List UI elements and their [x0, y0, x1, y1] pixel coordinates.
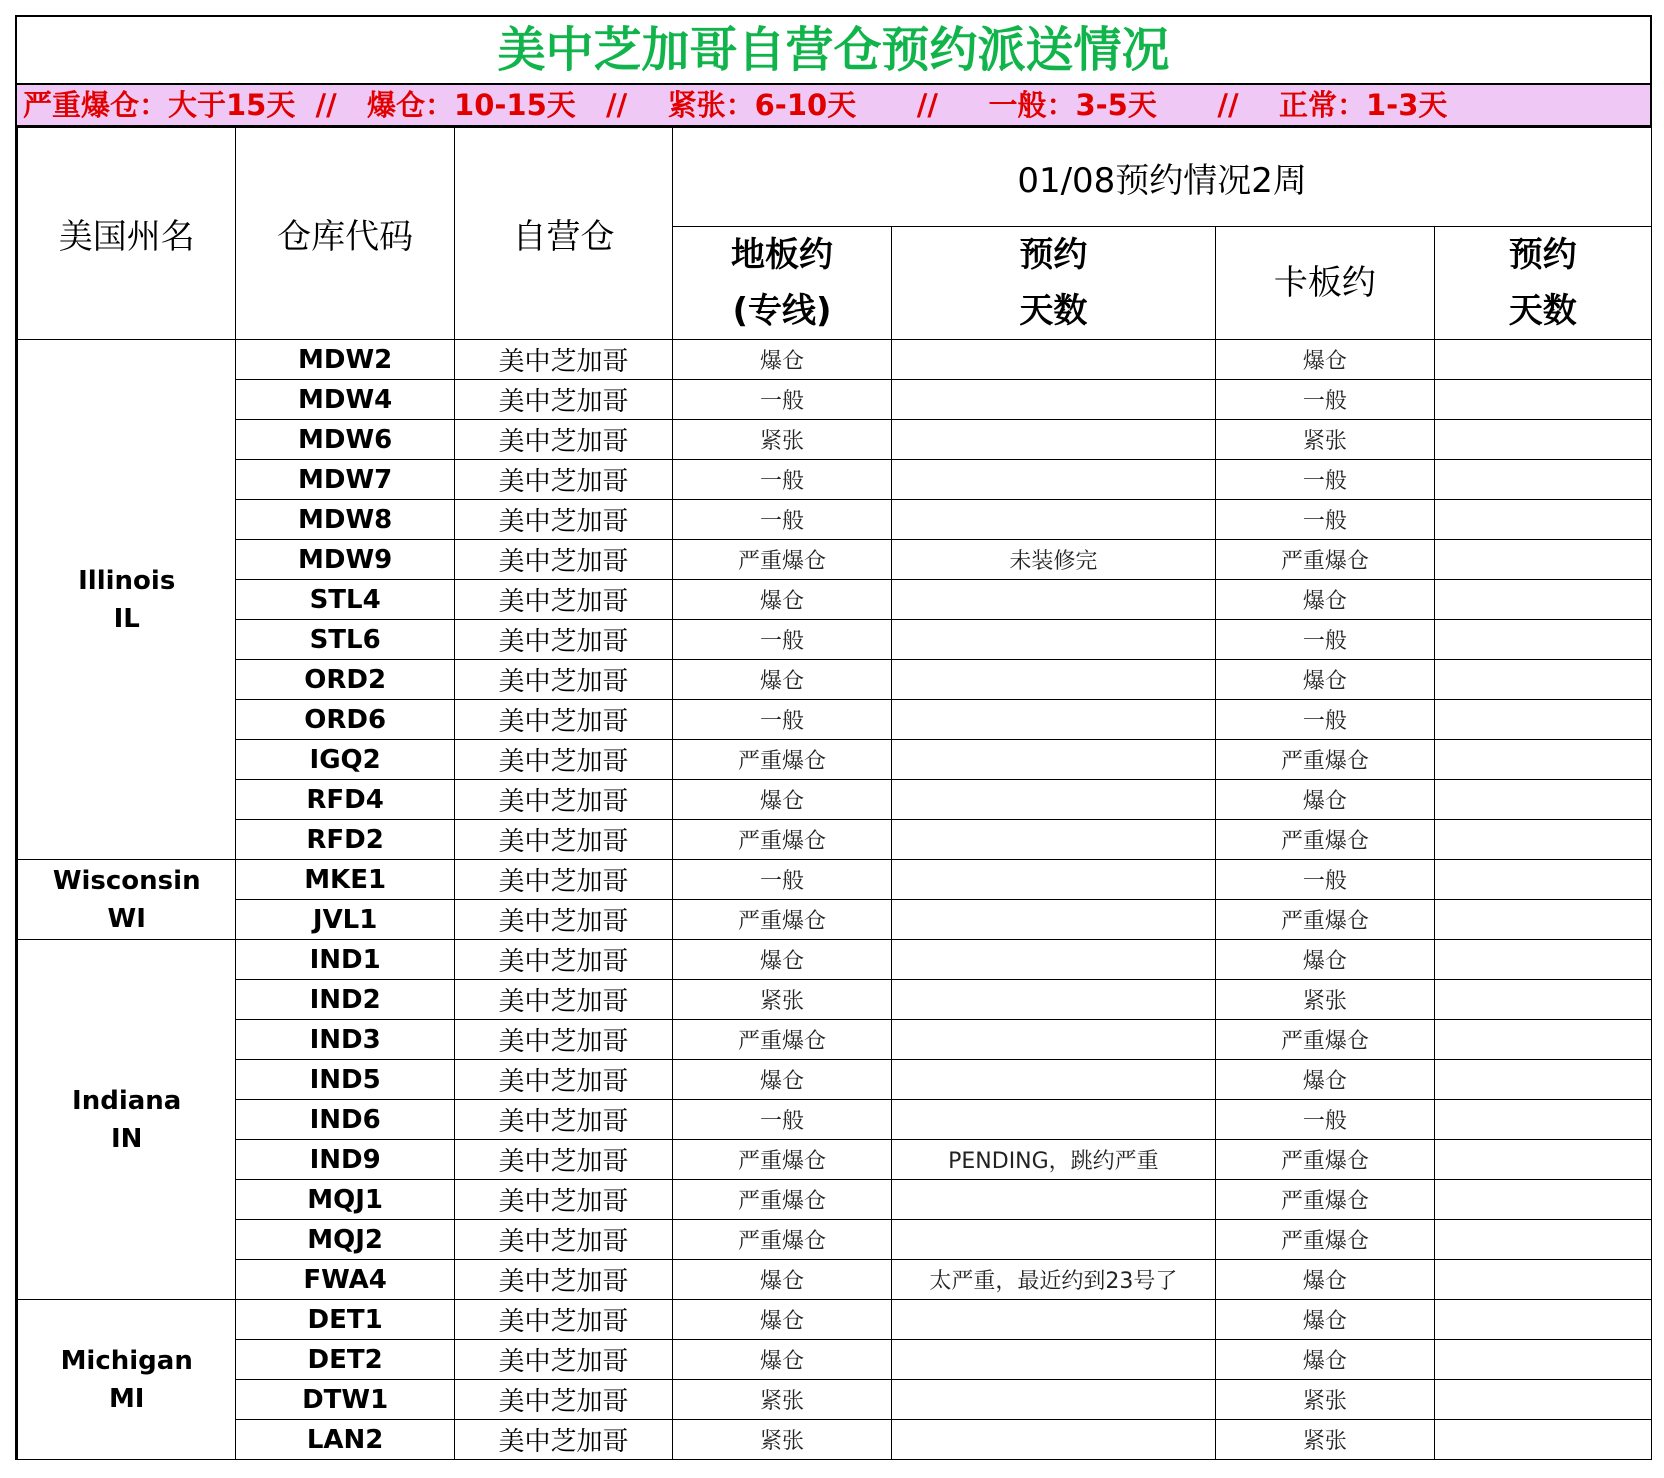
- header-state: 美国州名: [18, 128, 236, 340]
- pallet-days: [1434, 1220, 1651, 1260]
- floor-status: 爆仓: [673, 660, 891, 700]
- header-days-2: [1434, 227, 1651, 340]
- pallet-days: [1434, 740, 1651, 780]
- floor-status: 爆仓: [673, 580, 891, 620]
- state-cell: [18, 1300, 236, 1460]
- warehouse-code: IGQ2: [236, 740, 454, 780]
- state-name: Michigan: [60, 1345, 193, 1376]
- warehouse-code: DET2: [236, 1340, 454, 1380]
- pallet-status: 紧张: [1216, 1380, 1434, 1420]
- header-days-1: [891, 227, 1215, 340]
- state-abbr: WI: [107, 903, 146, 934]
- floor-days-note: [891, 980, 1215, 1020]
- pallet-status: 爆仓: [1216, 780, 1434, 820]
- floor-days-note: [891, 500, 1215, 540]
- warehouse-code: IND6: [236, 1100, 454, 1140]
- floor-status: 一般: [673, 1100, 891, 1140]
- floor-status: 爆仓: [673, 780, 891, 820]
- pallet-status: 严重爆仓: [1216, 1180, 1434, 1220]
- pallet-status: 一般: [1216, 380, 1434, 420]
- warehouse-code: ORD2: [236, 660, 454, 700]
- table-row: [18, 500, 1652, 540]
- warehouse-code: IND5: [236, 1060, 454, 1100]
- warehouse-name: 美中芝加哥: [454, 420, 672, 460]
- sheet-title: 美中芝加哥自营仓预约派送情况: [17, 17, 1652, 85]
- pallet-days: [1434, 860, 1651, 900]
- floor-status: 一般: [673, 500, 891, 540]
- table-row: [18, 1140, 1652, 1180]
- floor-status: 紧张: [673, 1380, 891, 1420]
- pallet-status: 紧张: [1216, 980, 1434, 1020]
- pallet-status: 一般: [1216, 460, 1434, 500]
- warehouse-name: 美中芝加哥: [454, 780, 672, 820]
- floor-status: 严重爆仓: [673, 1020, 891, 1060]
- warehouse-code: MDW6: [236, 420, 454, 460]
- warehouse-name: 美中芝加哥: [454, 340, 672, 380]
- pallet-days: [1434, 620, 1651, 660]
- state-cell: [18, 940, 236, 1300]
- floor-status: 严重爆仓: [673, 1220, 891, 1260]
- warehouse-name: 美中芝加哥: [454, 1140, 672, 1180]
- floor-status: 严重爆仓: [673, 900, 891, 940]
- pallet-days: [1434, 900, 1651, 940]
- pallet-status: 爆仓: [1216, 1340, 1434, 1380]
- state-cell: [18, 860, 236, 940]
- pallet-days: [1434, 660, 1651, 700]
- warehouse-name: 美中芝加哥: [454, 1220, 672, 1260]
- warehouse-code: MQJ2: [236, 1220, 454, 1260]
- floor-days-note: [891, 380, 1215, 420]
- floor-status: 爆仓: [673, 1260, 891, 1300]
- warehouse-code: MQJ1: [236, 1180, 454, 1220]
- warehouse-name: 美中芝加哥: [454, 980, 672, 1020]
- state-abbr: MI: [108, 1383, 145, 1414]
- state-name: Wisconsin: [52, 865, 201, 896]
- warehouse-name: 美中芝加哥: [454, 1420, 672, 1460]
- floor-status: 紧张: [673, 980, 891, 1020]
- floor-days-note: [891, 940, 1215, 980]
- floor-days-note: [891, 420, 1215, 460]
- booking-table: [17, 127, 1652, 1460]
- pallet-days: [1434, 500, 1651, 540]
- state-name: Illinois: [78, 565, 176, 596]
- pallet-days: [1434, 780, 1651, 820]
- warehouse-code: RFD2: [236, 820, 454, 860]
- warehouse-name: 美中芝加哥: [454, 740, 672, 780]
- pallet-status: 爆仓: [1216, 1260, 1434, 1300]
- pallet-days: [1434, 940, 1651, 980]
- pallet-days: [1434, 340, 1651, 380]
- pallet-days: [1434, 1340, 1651, 1380]
- pallet-status: 爆仓: [1216, 340, 1434, 380]
- warehouse-name: 美中芝加哥: [454, 940, 672, 980]
- table-row: [18, 660, 1652, 700]
- floor-days-note: [891, 580, 1215, 620]
- warehouse-code: IND9: [236, 1140, 454, 1180]
- floor-status: 严重爆仓: [673, 540, 891, 580]
- warehouse-code: MDW2: [236, 340, 454, 380]
- warehouse-name: 美中芝加哥: [454, 380, 672, 420]
- warehouse-code: STL6: [236, 620, 454, 660]
- warehouse-name: 美中芝加哥: [454, 1020, 672, 1060]
- status-legend: 严重爆仓：大于15天 // 爆仓：10-15天 // 紧张：6-10天 // 一般：3-5天 // 正常：1-3天: [17, 85, 1652, 127]
- floor-days-note: [891, 460, 1215, 500]
- floor-status: 一般: [673, 380, 891, 420]
- warehouse-name: 美中芝加哥: [454, 460, 672, 500]
- warehouse-code: FWA4: [236, 1260, 454, 1300]
- table-row: [18, 820, 1652, 860]
- header-warehouse: 自营仓: [454, 128, 672, 340]
- table-row: [18, 1260, 1652, 1300]
- table-body: [18, 340, 1652, 1460]
- floor-days-note: [891, 780, 1215, 820]
- floor-status: 紧张: [673, 1420, 891, 1460]
- pallet-days: [1434, 460, 1651, 500]
- warehouse-code: MDW4: [236, 380, 454, 420]
- pallet-days: [1434, 1380, 1651, 1420]
- pallet-status: 紧张: [1216, 420, 1434, 460]
- floor-days-note: [891, 1020, 1215, 1060]
- floor-days-note: [891, 860, 1215, 900]
- floor-status: 一般: [673, 860, 891, 900]
- floor-days-note: [891, 620, 1215, 660]
- floor-status: 爆仓: [673, 340, 891, 380]
- pallet-days: [1434, 1420, 1651, 1460]
- pallet-status: 一般: [1216, 500, 1434, 540]
- header-code: 仓库代码: [236, 128, 454, 340]
- state-abbr: IN: [110, 1123, 143, 1154]
- table-row: [18, 980, 1652, 1020]
- warehouse-code: LAN2: [236, 1420, 454, 1460]
- pallet-status: 一般: [1216, 1100, 1434, 1140]
- table-row: [18, 620, 1652, 660]
- warehouse-name: 美中芝加哥: [454, 1100, 672, 1140]
- floor-status: 一般: [673, 460, 891, 500]
- pallet-status: 严重爆仓: [1216, 1020, 1434, 1060]
- floor-days-note: PENDING，跳约严重: [891, 1140, 1215, 1180]
- warehouse-code: JVL1: [236, 900, 454, 940]
- warehouse-name: 美中芝加哥: [454, 860, 672, 900]
- floor-days-note: [891, 1300, 1215, 1340]
- warehouse-name: 美中芝加哥: [454, 620, 672, 660]
- pallet-days: [1434, 580, 1651, 620]
- table-row: [18, 780, 1652, 820]
- pallet-days: [1434, 820, 1651, 860]
- table-row: [18, 1020, 1652, 1060]
- table-row: [18, 460, 1652, 500]
- warehouse-name: 美中芝加哥: [454, 580, 672, 620]
- table-row: [18, 1060, 1652, 1100]
- floor-days-note: [891, 820, 1215, 860]
- pallet-status: 严重爆仓: [1216, 740, 1434, 780]
- table-row: [18, 1420, 1652, 1460]
- state-name: Indiana: [72, 1085, 182, 1116]
- warehouse-name: 美中芝加哥: [454, 1380, 672, 1420]
- table-row: [18, 700, 1652, 740]
- table-row: [18, 860, 1652, 900]
- floor-days-note: [891, 1100, 1215, 1140]
- header-floor-line1: 地板约: [730, 235, 833, 275]
- floor-status: 爆仓: [673, 1340, 891, 1380]
- warehouse-code: IND3: [236, 1020, 454, 1060]
- pallet-days: [1434, 1060, 1651, 1100]
- floor-days-note: 未装修完: [891, 540, 1215, 580]
- floor-status: 严重爆仓: [673, 1180, 891, 1220]
- pallet-status: 一般: [1216, 860, 1434, 900]
- pallet-status: 严重爆仓: [1216, 1140, 1434, 1180]
- warehouse-name: 美中芝加哥: [454, 900, 672, 940]
- table-row: [18, 1100, 1652, 1140]
- warehouse-name: 美中芝加哥: [454, 1300, 672, 1340]
- pallet-status: 爆仓: [1216, 580, 1434, 620]
- table-row: [18, 340, 1652, 380]
- floor-status: 一般: [673, 620, 891, 660]
- warehouse-name: 美中芝加哥: [454, 820, 672, 860]
- table-row: [18, 1340, 1652, 1380]
- header-days-1-line1: 预约: [1019, 235, 1088, 275]
- floor-status: 爆仓: [673, 1300, 891, 1340]
- floor-days-note: [891, 1380, 1215, 1420]
- warehouse-name: 美中芝加哥: [454, 1180, 672, 1220]
- warehouse-code: RFD4: [236, 780, 454, 820]
- table-row: [18, 580, 1652, 620]
- header-days-2-line1: 预约: [1508, 235, 1577, 275]
- floor-status: 紧张: [673, 420, 891, 460]
- floor-days-note: [891, 1060, 1215, 1100]
- floor-days-note: [891, 900, 1215, 940]
- pallet-days: [1434, 1180, 1651, 1220]
- floor-days-note: [891, 340, 1215, 380]
- pallet-days: [1434, 420, 1651, 460]
- pallet-days: [1434, 700, 1651, 740]
- header-floor-line2: (专线): [732, 291, 832, 331]
- warehouse-code: MKE1: [236, 860, 454, 900]
- header-period: 01/08预约情况2周: [673, 128, 1652, 227]
- warehouse-code: DET1: [236, 1300, 454, 1340]
- warehouse-code: MDW8: [236, 500, 454, 540]
- pallet-status: 严重爆仓: [1216, 1220, 1434, 1260]
- spreadsheet: [15, 15, 1652, 1460]
- pallet-status: 紧张: [1216, 1420, 1434, 1460]
- pallet-days: [1434, 380, 1651, 420]
- floor-days-note: [891, 1420, 1215, 1460]
- table-row: [18, 940, 1652, 980]
- warehouse-code: DTW1: [236, 1380, 454, 1420]
- floor-status: 严重爆仓: [673, 740, 891, 780]
- floor-days-note: [891, 660, 1215, 700]
- warehouse-code: IND1: [236, 940, 454, 980]
- table-row: [18, 1180, 1652, 1220]
- floor-status: 爆仓: [673, 1060, 891, 1100]
- pallet-status: 爆仓: [1216, 660, 1434, 700]
- warehouse-code: STL4: [236, 580, 454, 620]
- pallet-status: 严重爆仓: [1216, 540, 1434, 580]
- table-row: [18, 900, 1652, 940]
- warehouse-name: 美中芝加哥: [454, 540, 672, 580]
- pallet-status: 爆仓: [1216, 1060, 1434, 1100]
- pallet-status: 爆仓: [1216, 1300, 1434, 1340]
- pallet-days: [1434, 1140, 1651, 1180]
- warehouse-code: IND2: [236, 980, 454, 1020]
- table-row: [18, 1300, 1652, 1340]
- floor-days-note: [891, 1340, 1215, 1380]
- warehouse-name: 美中芝加哥: [454, 500, 672, 540]
- warehouse-name: 美中芝加哥: [454, 660, 672, 700]
- pallet-status: 一般: [1216, 700, 1434, 740]
- table-row: [18, 540, 1652, 580]
- header-floor: [673, 227, 891, 340]
- warehouse-name: 美中芝加哥: [454, 1060, 672, 1100]
- state-abbr: IL: [113, 603, 140, 634]
- warehouse-code: MDW7: [236, 460, 454, 500]
- table-row: [18, 740, 1652, 780]
- warehouse-code: ORD6: [236, 700, 454, 740]
- pallet-days: [1434, 1020, 1651, 1060]
- header-days-2-line2: 天数: [1508, 291, 1577, 331]
- pallet-days: [1434, 980, 1651, 1020]
- header-days-1-line2: 天数: [1019, 291, 1088, 331]
- warehouse-name: 美中芝加哥: [454, 1260, 672, 1300]
- pallet-status: 严重爆仓: [1216, 820, 1434, 860]
- table-row: [18, 1380, 1652, 1420]
- floor-days-note: [891, 740, 1215, 780]
- floor-days-note: 太严重，最近约到23号了: [891, 1260, 1215, 1300]
- floor-status: 严重爆仓: [673, 1140, 891, 1180]
- pallet-days: [1434, 1100, 1651, 1140]
- pallet-days: [1434, 540, 1651, 580]
- table-row: [18, 1220, 1652, 1260]
- floor-days-note: [891, 1220, 1215, 1260]
- floor-status: 一般: [673, 700, 891, 740]
- warehouse-code: MDW9: [236, 540, 454, 580]
- floor-days-note: [891, 700, 1215, 740]
- table-row: [18, 420, 1652, 460]
- pallet-days: [1434, 1260, 1651, 1300]
- pallet-days: [1434, 1300, 1651, 1340]
- warehouse-name: 美中芝加哥: [454, 1340, 672, 1380]
- floor-days-note: [891, 1180, 1215, 1220]
- floor-status: 爆仓: [673, 940, 891, 980]
- pallet-status: 严重爆仓: [1216, 900, 1434, 940]
- header-pallet: 卡板约: [1216, 227, 1434, 340]
- warehouse-name: 美中芝加哥: [454, 700, 672, 740]
- table-row: [18, 380, 1652, 420]
- pallet-status: 爆仓: [1216, 940, 1434, 980]
- floor-status: 严重爆仓: [673, 820, 891, 860]
- state-cell: [18, 340, 236, 860]
- pallet-status: 一般: [1216, 620, 1434, 660]
